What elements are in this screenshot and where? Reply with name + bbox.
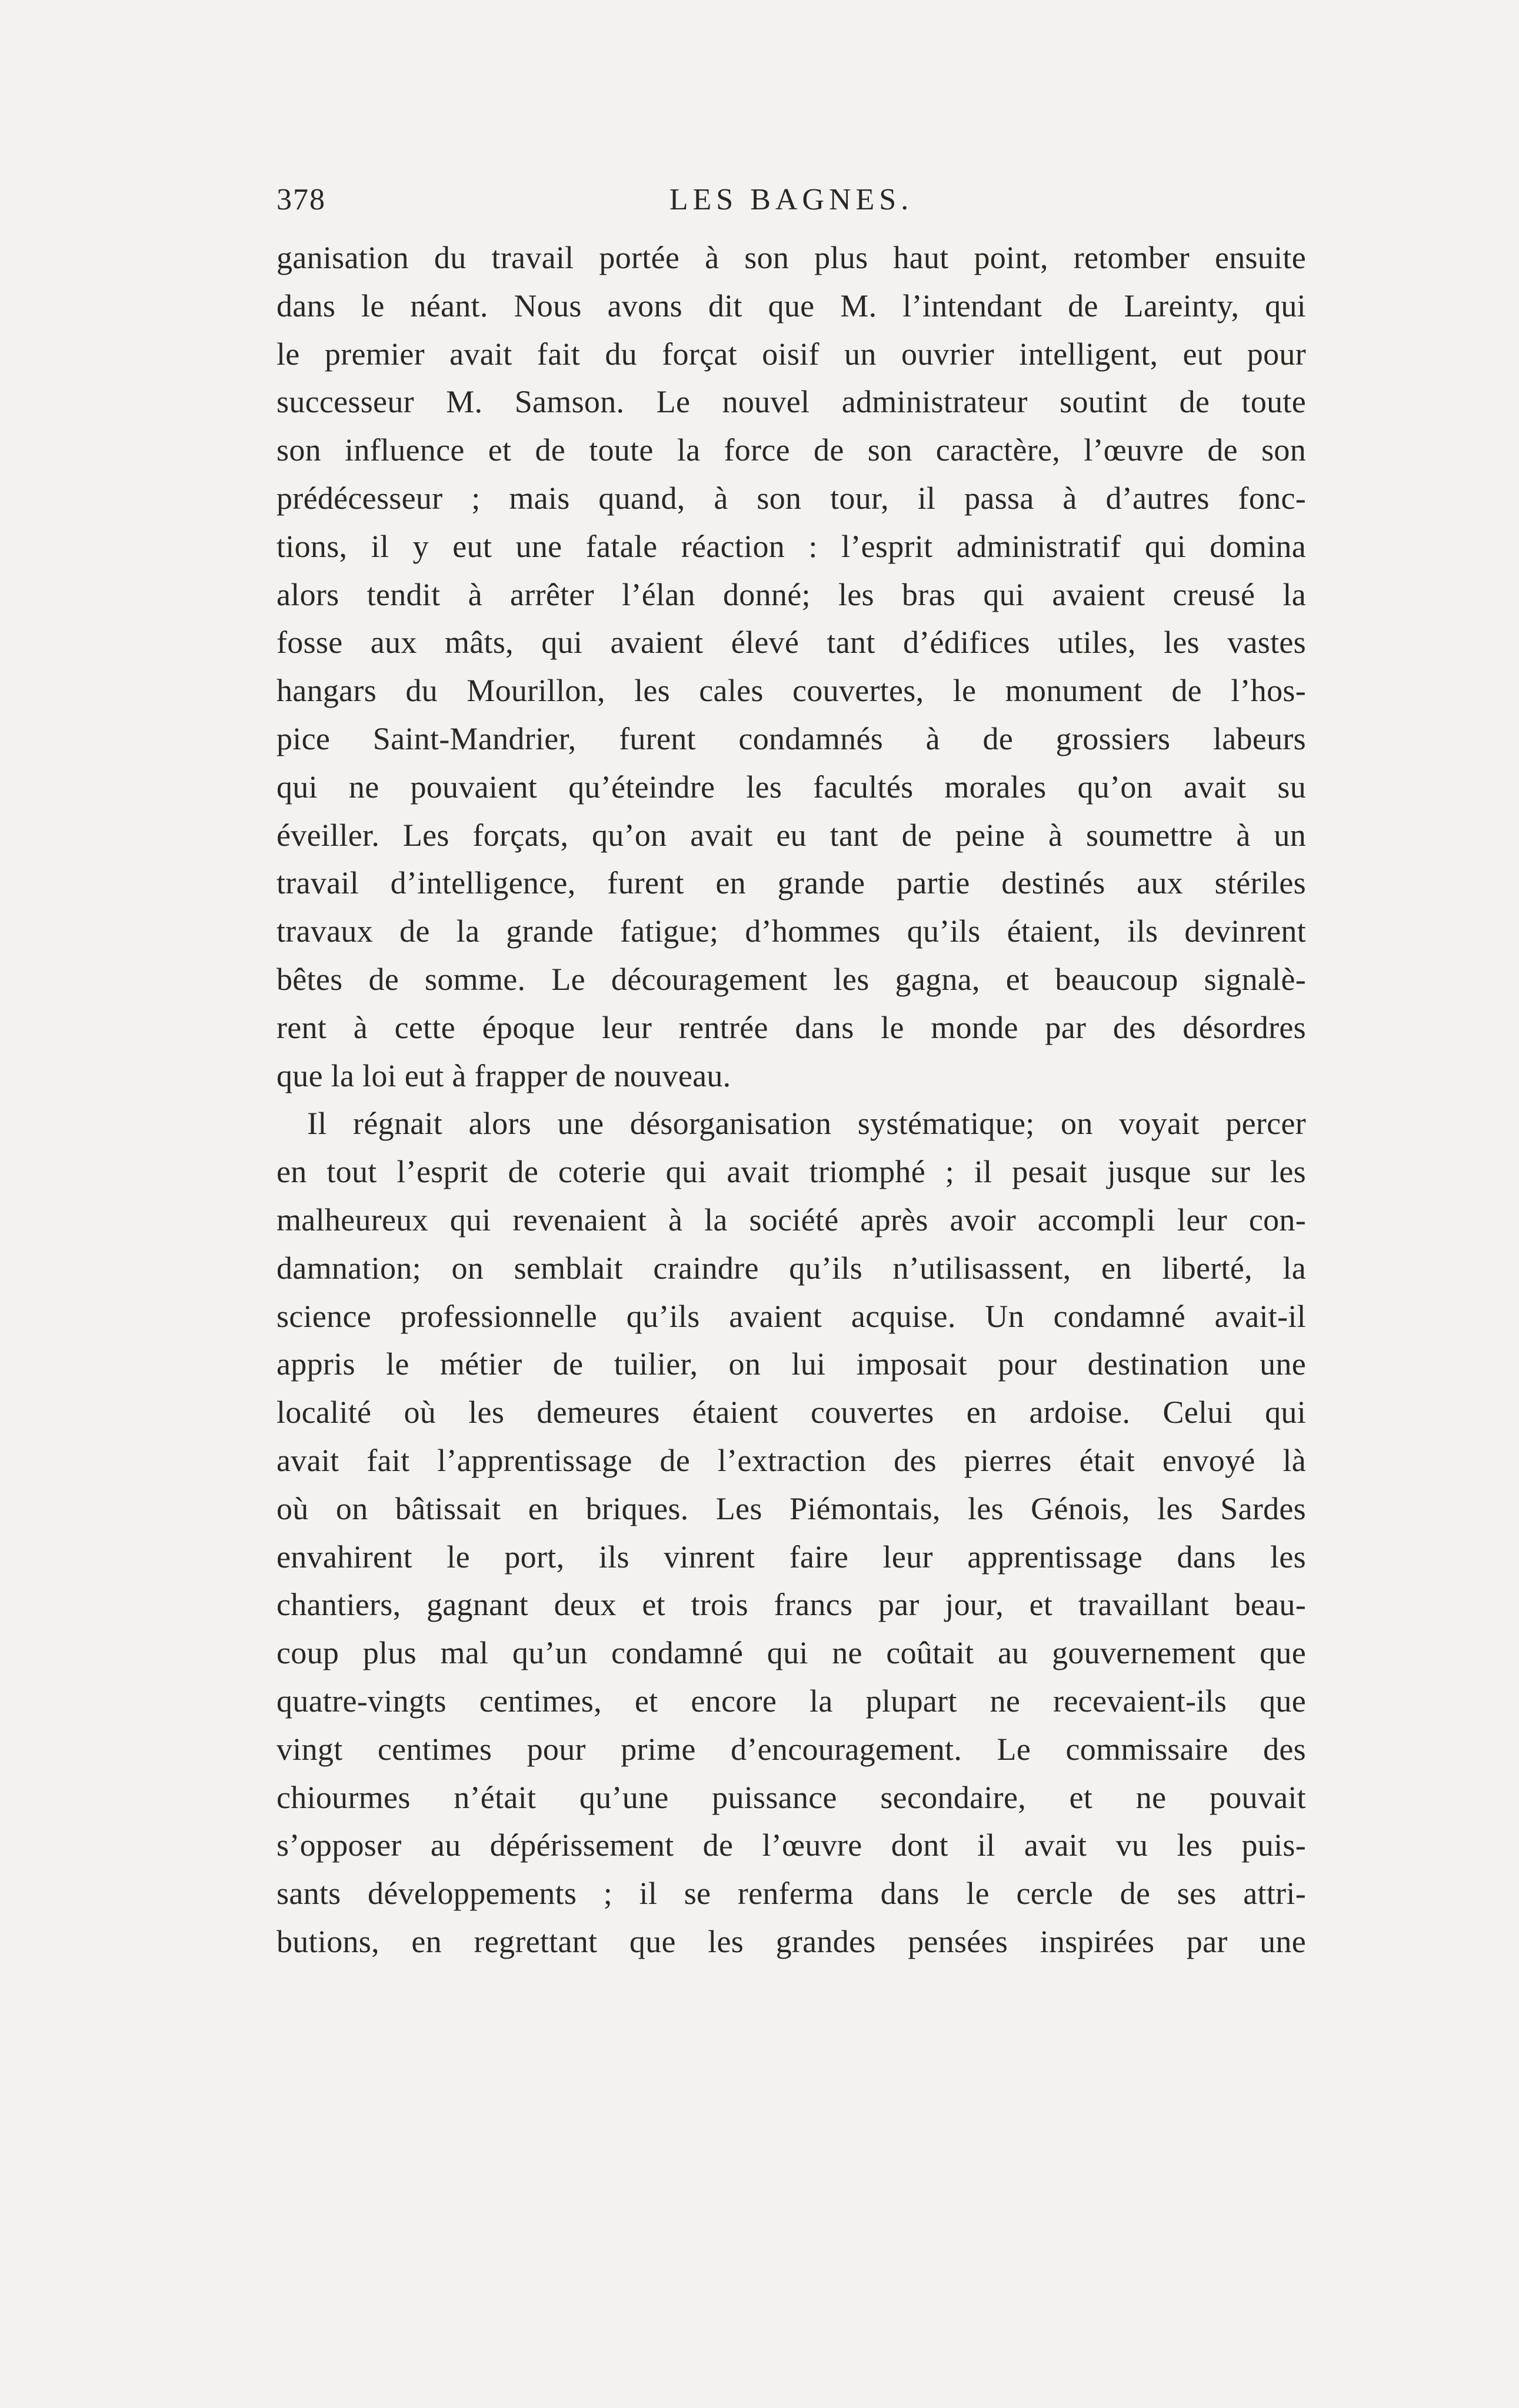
text-line: éveiller. Les forçats, qu’on avait eu tant de peine à soumettre à un: [277, 817, 1306, 853]
text-line: en tout l’esprit de coterie qui avait triomphé ; il pesait jusque sur les: [277, 1154, 1306, 1190]
page-number: 378: [277, 183, 326, 216]
text-line: rent à cette époque leur rentrée dans le monde par des désordres: [277, 1009, 1306, 1045]
text-line: Il régnait alors une désorganisation systématique; on voyait percer: [307, 1106, 1306, 1142]
text-line: alors tendit à arrêter l’élan donné; les bras qui avaient creusé la: [277, 576, 1306, 612]
text-line: avait fait l’apprentissage de l’extraction des pierres était envoyé là: [277, 1442, 1306, 1478]
text-line: coup plus mal qu’un condamné qui ne coûtait au gouvernement que: [277, 1635, 1306, 1671]
page-header: [277, 176, 1306, 224]
text-line: dans le néant. Nous avons dit que M. l’intendant de Lareinty, qui: [277, 288, 1306, 323]
text-line: vingt centimes pour prime d’encouragement. Le commissaire des: [277, 1731, 1306, 1767]
text-line: localité où les demeures étaient couvertes en ardoise. Celui qui: [277, 1395, 1306, 1430]
text-line: butions, en regrettant que les grandes pensées inspirées par une: [277, 1923, 1306, 1959]
text-line: malheureux qui revenaient à la société après avoir accompli leur con-: [277, 1202, 1306, 1238]
text-line: s’opposer au dépérissement de l’œuvre dont il avait vu les puis-: [277, 1827, 1306, 1863]
text-line: successeur M. Samson. Le nouvel administrateur soutint de toute: [277, 384, 1306, 420]
text-line: ganisation du travail portée à son plus haut point, retomber ensuite: [277, 240, 1306, 275]
text-line: son influence et de toute la force de son caractère, l’œuvre de son: [277, 432, 1306, 468]
text-line: qui ne pouvaient qu’éteindre les facultés morales qu’on avait su: [277, 769, 1306, 805]
text-line: chiourmes n’était qu’une puissance secondaire, et ne pouvait: [277, 1779, 1306, 1815]
text-line: quatre-vingts centimes, et encore la plupart ne recevaient-ils que: [277, 1683, 1306, 1719]
text-line: bêtes de somme. Le découragement les gagna, et beaucoup signalè-: [277, 961, 1306, 997]
text-line: sants développements ; il se renferma dans le cercle de ses attri-: [277, 1876, 1306, 1912]
text-line: science professionnelle qu’ils avaient acquise. Un condamné avait-il: [277, 1298, 1306, 1334]
text-line: travaux de la grande fatigue; d’hommes qu’ils étaient, ils devinrent: [277, 913, 1306, 949]
text-line: pice Saint-Mandrier, furent condamnés à de grossiers labeurs: [277, 721, 1306, 756]
text-line: que la loi eut à frapper de nouveau.: [277, 1058, 731, 1093]
body-text: [277, 234, 1306, 1966]
text-line: prédécesseur ; mais quand, à son tour, il passa à d’autres fonc-: [277, 480, 1306, 516]
text-line: fosse aux mâts, qui avaient élevé tant d’édifices utiles, les vastes: [277, 625, 1306, 661]
text-line: chantiers, gagnant deux et trois francs par jour, et travaillant beau-: [277, 1587, 1306, 1623]
text-line: damnation; on semblait craindre qu’ils n’utilisassent, en liberté, la: [277, 1250, 1306, 1286]
text-line: tions, il y eut une fatale réaction : l’esprit administratif qui domina: [277, 528, 1306, 564]
running-title: LES BAGNES.: [669, 183, 914, 216]
text-line: travail d’intelligence, furent en grande partie destinés aux stériles: [277, 865, 1306, 901]
text-line: appris le métier de tuilier, on lui imposait pour destination une: [277, 1346, 1306, 1382]
text-line: envahirent le port, ils vinrent faire leur apprentissage dans les: [277, 1539, 1306, 1575]
text-line: hangars du Mourillon, les cales couvertes, le monument de l’hos-: [277, 673, 1306, 709]
text-line: le premier avait fait du forçat oisif un ouvrier intelligent, eut pour: [277, 336, 1306, 372]
text-line: où on bâtissait en briques. Les Piémontais, les Génois, les Sardes: [277, 1490, 1306, 1526]
